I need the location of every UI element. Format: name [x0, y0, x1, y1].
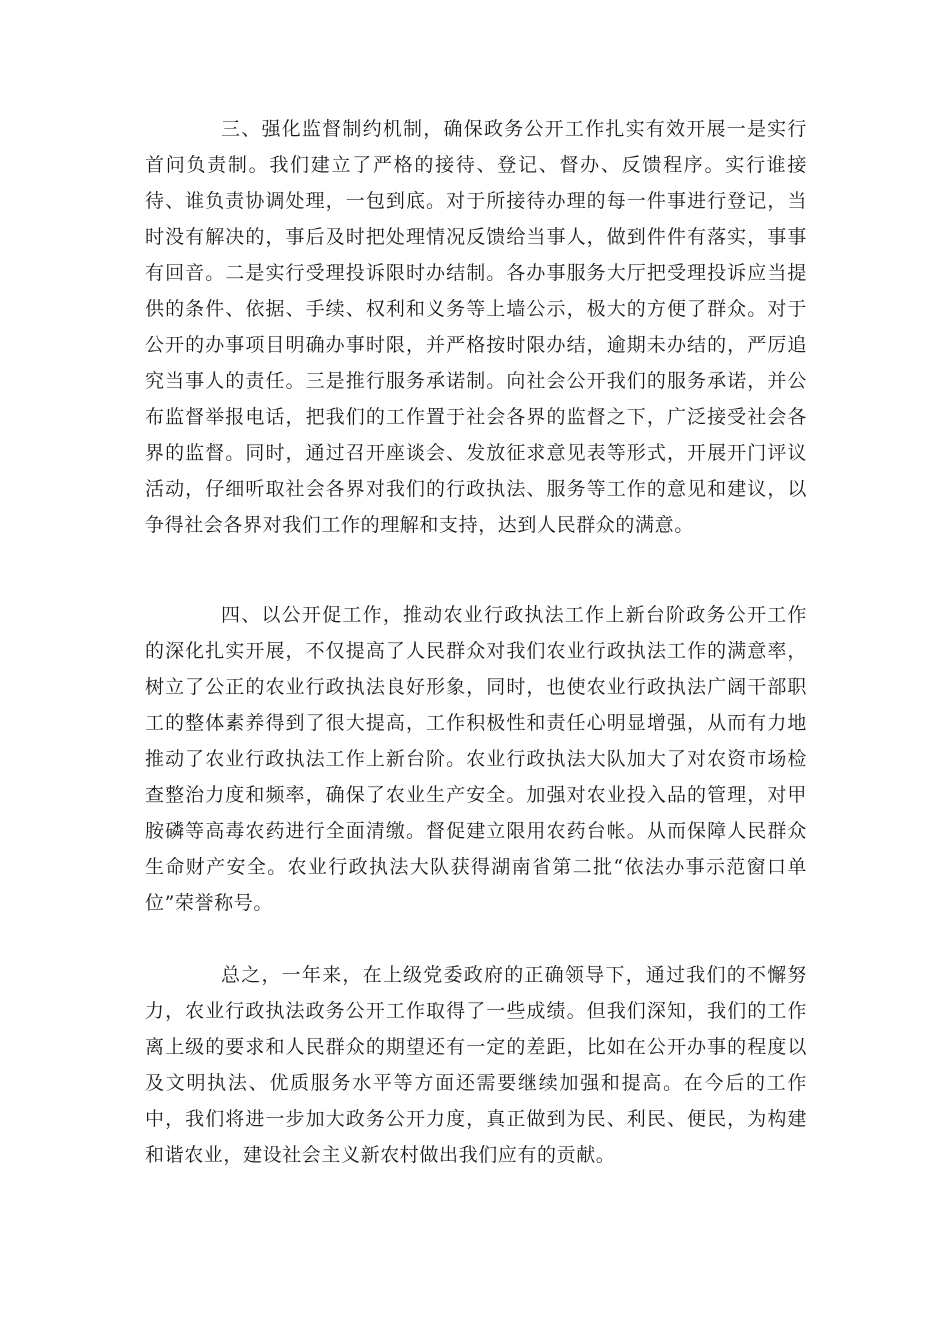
- paragraph-promote-work: 四、以公开促工作，推动农业行政执法工作上新台阶政务公开工作的深化扎实开展，不仅提高了人民群众对我们农业行政执法工作的满意率，树立了公正的农业行政执法良好形象，同时，也使农业行政执法广阔干部职工的整体素养得到了很大提高，工作积极性和责任心明显增强，从而有力地推动了农业行政执法工作上新台阶。农业行政执法大队加大了对农资市场检查整治力度和频率，确保了农业生产安全。加强对农业投入品的管理，对甲胺磷等高毒农药进行全面清缴。督促建立限用农药台帐。从而保障人民群众生命财产安全。农业行政执法大队获得湖南省第二批“依法办事示范窗口单位”荣誉称号。: [145, 604, 807, 914]
- paragraph-conclusion: 总之，一年来，在上级党委政府的正确领导下，通过我们的不懈努力，农业行政执法政务公开工作取得了一些成绩。但我们深知，我们的工作离上级的要求和人民群众的期望还有一定的差距，比如在公开办事的程度以及文明执法、优质服务水平等方面还需要继续加强和提高。在今后的工作中，我们将进一步加大政务公开力度，真正做到为民、利民、便民，为构建和谐农业，建设社会主义新农村做出我们应有的贡献。: [145, 964, 807, 1166]
- paragraph-supervision: 三、强化监督制约机制，确保政务公开工作扎实有效开展一是实行首问负责制。我们建立了严格的接待、登记、督办、反馈程序。实行谁接待、谁负责协调处理，一包到底。对于所接待办理的每一件事进行登记，当时没有解决的，事后及时把处理情况反馈给当事人，做到件件有落实，事事有回音。二是实行受理投诉限时办结制。各办事服务大厅把受理投诉应当提供的条件、依据、手续、权利和义务等上墙公示，极大的方便了群众。对于公开的办事项目明确办事时限，并严格按时限办结，逾期未办结的，严厉追究当事人的责任。三是推行服务承诺制。向社会公开我们的服务承诺，并公布监督举报电话，把我们的工作置于社会各界的监督之下，广泛接受社会各界的监督。同时，通过召开座谈会、发放征求意见表等形式，开展开门评议活动，仔细听取社会各界对我们的行政执法、服务等工作的意见和建议，以争得社会各界对我们工作的理解和支持，达到人民群众的满意。: [145, 118, 807, 536]
